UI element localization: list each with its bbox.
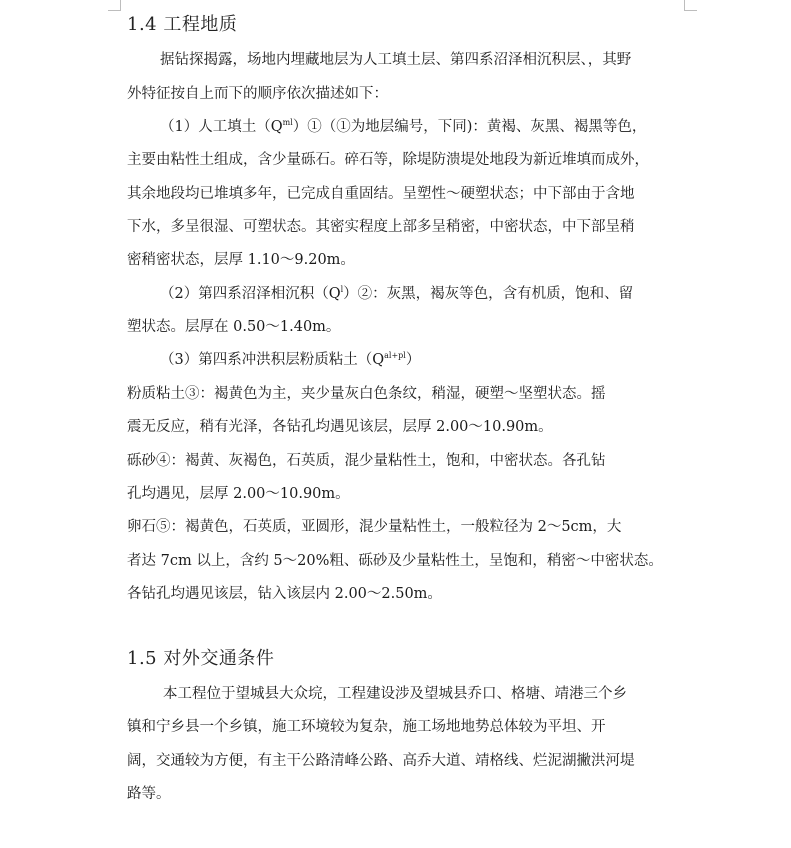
paragraph-line: 外特征按自上而下的顺序依次描述如下： xyxy=(127,86,388,102)
text-run: ） xyxy=(405,352,421,368)
paragraph-line: 镇和宁乡县一个乡镇，施工环境较为复杂，施工场地地势总体较为平坦、开 xyxy=(127,719,606,735)
paragraph-line: 粉质粘土③：褐黄色为主，夹少量灰白色条纹，稍湿，硬塑～坚塑状态。摇 xyxy=(127,386,606,402)
paragraph-line: 其余地段均已堆填多年，已完成自重固结。呈塑性～硬塑状态；中下部由于含地 xyxy=(127,186,635,202)
paragraph-line: 卵石⑤：褐黄色，石英质，亚圆形，混少量粘性土，一般粒径为 2～5cm，大 xyxy=(127,519,622,535)
geologic-superscript: al+pl xyxy=(384,351,406,360)
geologic-superscript: l xyxy=(340,285,344,294)
paragraph-line: 主要由粘性土组成，含少量砾石。碎石等，除堤防溃堤处地段为新近堆填而成外， xyxy=(127,152,649,168)
text-run: （3）第四系冲洪积层粉质粘土（Q xyxy=(160,352,385,368)
paragraph-line: 孔均遇见，层厚 2.00～10.90m。 xyxy=(127,486,350,502)
geologic-superscript: ml xyxy=(282,118,293,127)
paragraph-line: 密稍密状态，层厚 1.10～9.20m。 xyxy=(127,252,355,268)
paragraph-line xyxy=(160,284,633,304)
paragraph-line: 据钻探揭露，场地内埋藏地层为人工填土层、第四系沼泽相沉积层、，其野 xyxy=(160,52,632,68)
paragraph-line: 路等。 xyxy=(127,786,171,802)
paragraph-line: 者达 7cm 以上，含约 5～20%粗、砾砂及少量粘性土，呈饱和，稍密～中密状态。 xyxy=(127,553,663,569)
page-corner-mark-left xyxy=(108,0,121,11)
section-heading-1-4: 1.4 工程地质 xyxy=(127,14,238,35)
paragraph-line xyxy=(160,350,420,370)
paragraph-line: 各钻孔均遇见该层，钻入该层内 2.00～2.50m。 xyxy=(127,586,442,602)
paragraph-line: 塑状态。层厚在 0.50～1.40m。 xyxy=(127,319,341,335)
page-corner-mark-right xyxy=(684,0,697,11)
paragraph-line xyxy=(160,117,646,137)
paragraph-line: 本工程位于望城县大众垸，工程建设涉及望城县乔口、格塘、靖港三个乡 xyxy=(163,686,627,702)
text-run: （1）人工填土（Q xyxy=(160,119,283,135)
text-run: ）①（①为地层编号，下同)：黄褐、灰黑、褐黑等色， xyxy=(292,119,647,135)
paragraph-line: 下水，多呈很湿、可塑状态。其密实程度上部多呈稍密，中密状态，中下部呈稍 xyxy=(127,219,635,235)
text-run: （2）第四系沼泽相沉积（Q xyxy=(160,286,341,302)
paragraph-line: 震无反应，稍有光泽，各钻孔均遇见该层，层厚 2.00～10.90m。 xyxy=(127,419,553,435)
paragraph-line: 阔，交通较为方便，有主干公路清峰公路、高乔大道、靖格线、烂泥湖撇洪河堤 xyxy=(127,753,635,769)
paragraph-line: 砾砂④：褐黄、灰褐色，石英质，混少量粘性土，饱和，中密状态。各孔钻 xyxy=(127,453,606,469)
text-run: ）②：灰黑，褐灰等色，含有机质，饱和、留 xyxy=(343,286,634,302)
section-heading-1-5: 1.5 对外交通条件 xyxy=(127,648,275,669)
